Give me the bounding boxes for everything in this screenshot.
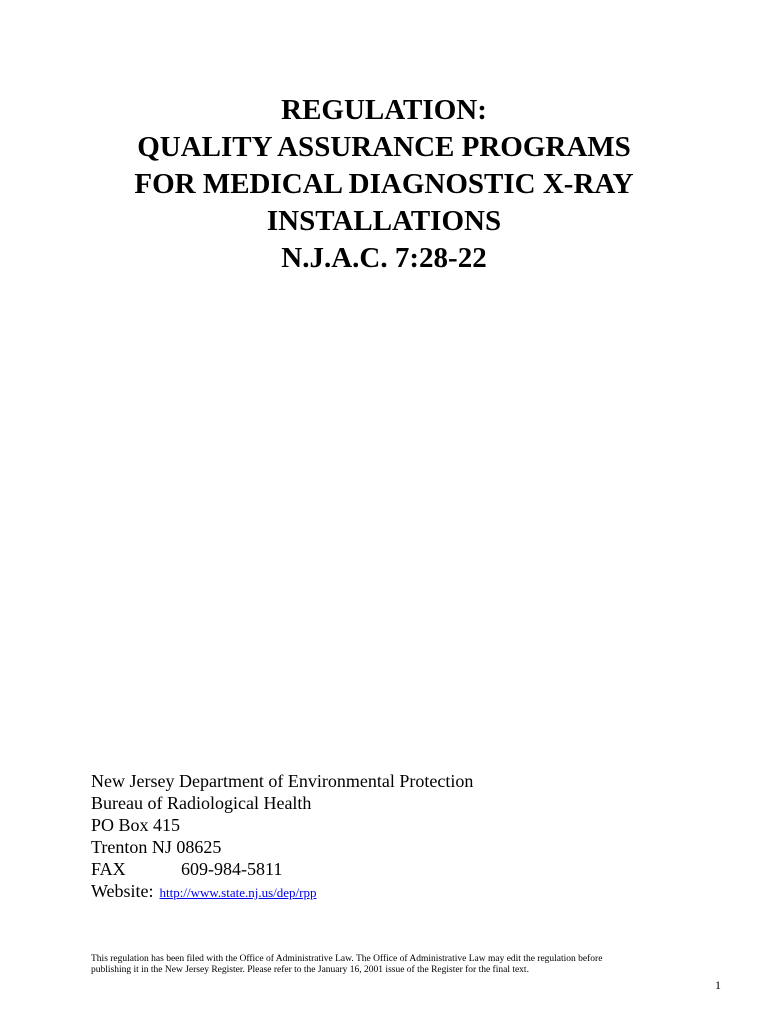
website-line [91,880,473,904]
title-line-4: INSTALLATIONS [266,205,502,237]
page-number: 1 [715,978,721,992]
fax-line [91,858,473,880]
document-title [0,92,768,277]
bureau-name: Bureau of Radiological Health [91,793,312,813]
fax-number: 609-984-5811 [181,859,283,879]
filing-footnote [91,954,691,976]
footnote-line-2: publishing it in the New Jersey Register. Please refer to the January 16, 2001 issue of the Register for the final text. [91,965,529,975]
po-box: PO Box 415 [91,815,181,835]
website-link[interactable]: http://www.state.nj.us/dep/rpp [159,885,317,900]
title-line-2: QUALITY ASSURANCE PROGRAMS [137,131,631,163]
city-zip: Trenton NJ 08625 [91,837,222,857]
department-name: New Jersey Department of Environmental Protection [91,771,474,791]
title-line-1: REGULATION: [281,94,487,126]
contact-block [91,770,473,904]
fax-label: FAX [91,859,126,879]
title-line-5: N.J.A.C. 7:28-22 [281,242,487,274]
website-label: Website: [91,881,154,901]
footnote-line-1: This regulation has been filed with the Office of Administrative Law. The Office of Administrative Law may edit the regulation before [91,954,603,964]
title-line-3: FOR MEDICAL DIAGNOSTIC X-RAY [134,168,634,200]
